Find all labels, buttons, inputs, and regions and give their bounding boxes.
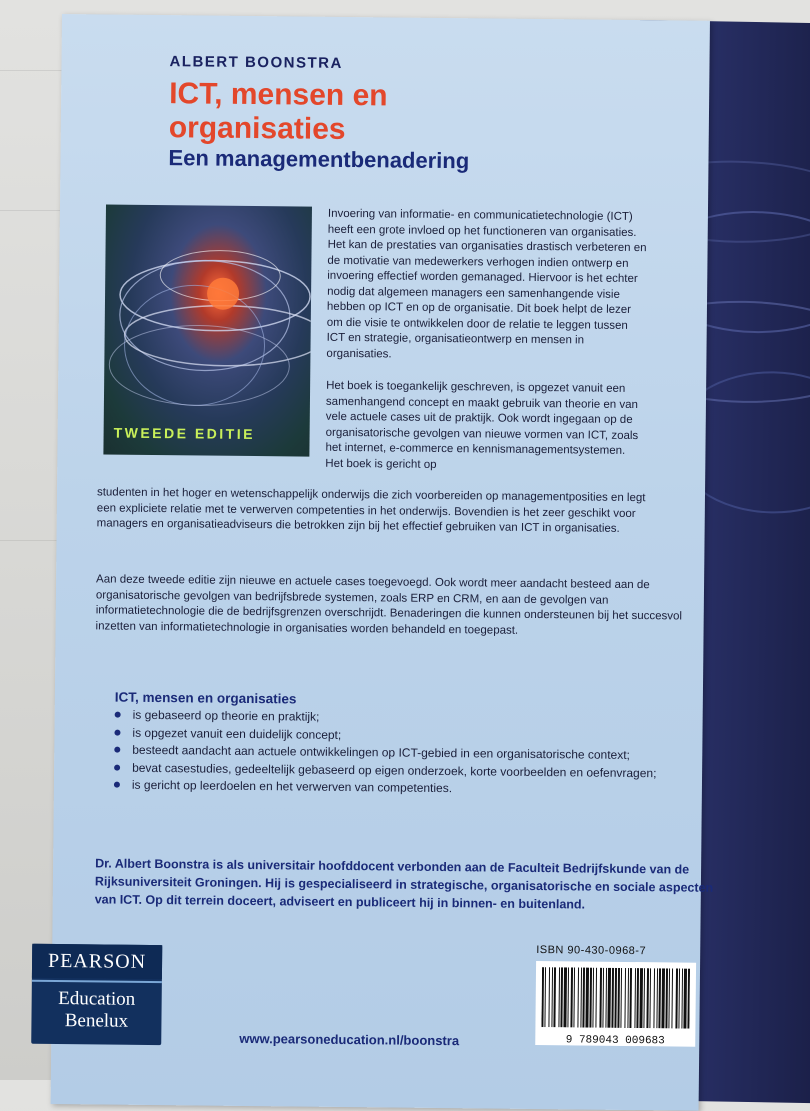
author-bio: Dr. Albert Boonstra is als universitair hoofddocent verbonden aan de Faculteit Bedrijfskunde van de Rijksuniversiteit Groningen. Hij is gespecialiseerd in strategische, organisatorische en sociale aspecten van ICT. Op dit terrein doceert, adviseert en publiceert hij in binnen- en buitenland. [94, 856, 714, 912]
logo-pearson-text: PEARSON [32, 944, 162, 979]
pearson-logo [31, 944, 162, 1045]
title-line-2: organisaties [168, 111, 346, 146]
logo-divider [32, 980, 162, 983]
list-item: besteedt aandacht aan actuele ontwikkelingen op ICT-gebied in een organisatorische context; [110, 742, 670, 765]
isbn-label: ISBN 90-430-0968-7 [536, 944, 647, 958]
book-title [169, 77, 388, 147]
bullet-icon [114, 729, 120, 735]
abstract-swirl-graphic [103, 204, 312, 456]
bullet-icon [114, 764, 120, 770]
list-item: is opgezet vanuit een duidelijk concept; [110, 724, 670, 747]
barcode-bars [541, 967, 690, 1029]
list-item: is gericht op leerdoelen en het verwerven van competenties. [110, 777, 670, 800]
bullet-icon [114, 747, 120, 753]
barcode [535, 961, 696, 1047]
publisher-url: www.pearsoneducation.nl/boonstra [239, 1030, 460, 1049]
logo-division-text [31, 988, 161, 1033]
author-name: ALBERT BOONSTRA [169, 53, 343, 72]
bullet-icon [114, 782, 120, 788]
description-paragraph-1: Invoering van informatie- en communicatietechnologie (ICT) heeft een grote invloed op het functioneren van organisaties. Het kan de prestaties van organisaties drastisch verbeteren en de motivatie van medewerkers verhogen indien ontwerp en invoering effectief worden gemanaged. Hiervoor is het echter nodig dat algemeen managers een samenhangende visie hebben op ICT en op de organisatie. Dit boek helpt de lezer om die visie te ontwikkelen door de relatie te leggen tussen ICT en strategie, organisatieontwerp en mensen in organisaties. [326, 207, 647, 360]
bullet-icon [115, 712, 121, 718]
description-paragraph-2-start: Het boek is toegankelijk geschreven, is opgezet vanuit een samenhangend concept en maakt gebruik van theorie en van vele actuele cases uit de praktijk. Ook wordt ingegaan op de organisatorische gevolgen van nieuwe vormen van ICT, zoals het internet, e-commerce en kennismanagementsystemen. Het boek is gericht op [325, 379, 639, 471]
list-item: bevat casestudies, gedeeltelijk gebaseerd op eigen onderzoek, korte voorbeelden en oefenvragen; [110, 759, 670, 782]
feature-list-title: ICT, mensen en organisaties [114, 689, 297, 707]
feature-list [110, 707, 671, 800]
list-item: is gebaseerd op theorie en praktijk; [111, 707, 671, 730]
edition-label: TWEEDE EDITIE [113, 424, 256, 443]
logo-benelux-text: Benelux [64, 1010, 129, 1032]
book-back-cover [47, 14, 714, 1111]
description-paragraph-3: Aan deze tweede editie zijn nieuwe en actuele cases toegevoegd. Ook wordt meer aandacht besteed aan de organisatorische gevolgen van bedrijfsbrede systemen, zoals ERP en CRM, en aan de gevolgen van informatietechnologie die de bedrijfsgrenzen overschrijdt. Benaderingen die kunnen ondersteunen bij het succesvol inzetten van informatietechnologie in organisaties worden behandeld en toegepast. [95, 573, 683, 637]
description-paragraph-2-end: studenten in het hoger en wetenschappelijk onderwijs die zich voorbereiden op managementposities en legt een expliciete relatie met te verwerven competenties in het onderwijs. Bovendien is het zeer geschikt voor managers en organisatieadviseurs die betrokken zijn bij het effectief gebruiken van ICT in organisaties. [96, 486, 646, 535]
title-line-1: ICT, mensen en [168, 77, 388, 113]
logo-education-text: Education [58, 988, 136, 1010]
cover-image [103, 204, 312, 456]
book-subtitle: Een managementbenadering [168, 145, 470, 174]
barcode-number: 9 789043 009683 [565, 1034, 665, 1048]
